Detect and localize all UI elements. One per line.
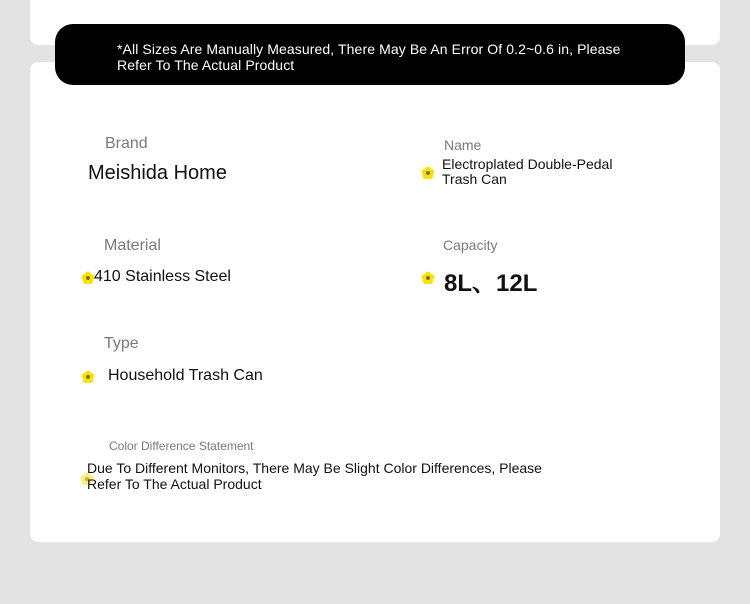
measurement-notice-text: *All Sizes Are Manually Measured, There May Be An Error Of 0.2~0.6 in, Please Refer To The Actual Product [117,41,621,73]
capacity-label: Capacity [443,237,498,253]
material-value: 410 Stainless Steel [94,268,231,285]
color-statement-value: Due To Different Monitors, There May Be Slight Color Differences, Please Refer To The Actual Product [87,460,542,492]
brand-label: Brand [105,135,148,152]
color-statement-label: Color Difference Statement [109,439,254,453]
yellow-flower-icon [81,370,95,384]
material-label: Material [104,237,161,254]
capacity-value: 8L、12L [444,270,538,297]
measurement-notice-banner [55,24,685,85]
name-value: Electroplated Double-Pedal Trash Can [442,156,613,187]
type-label: Type [104,335,139,352]
type-value: Household Trash Can [108,367,263,384]
brand-value: Meishida Home [88,162,227,184]
yellow-flower-icon [421,166,435,180]
yellow-flower-icon [81,271,95,285]
yellow-flower-icon [421,271,435,285]
name-label: Name [444,137,482,153]
